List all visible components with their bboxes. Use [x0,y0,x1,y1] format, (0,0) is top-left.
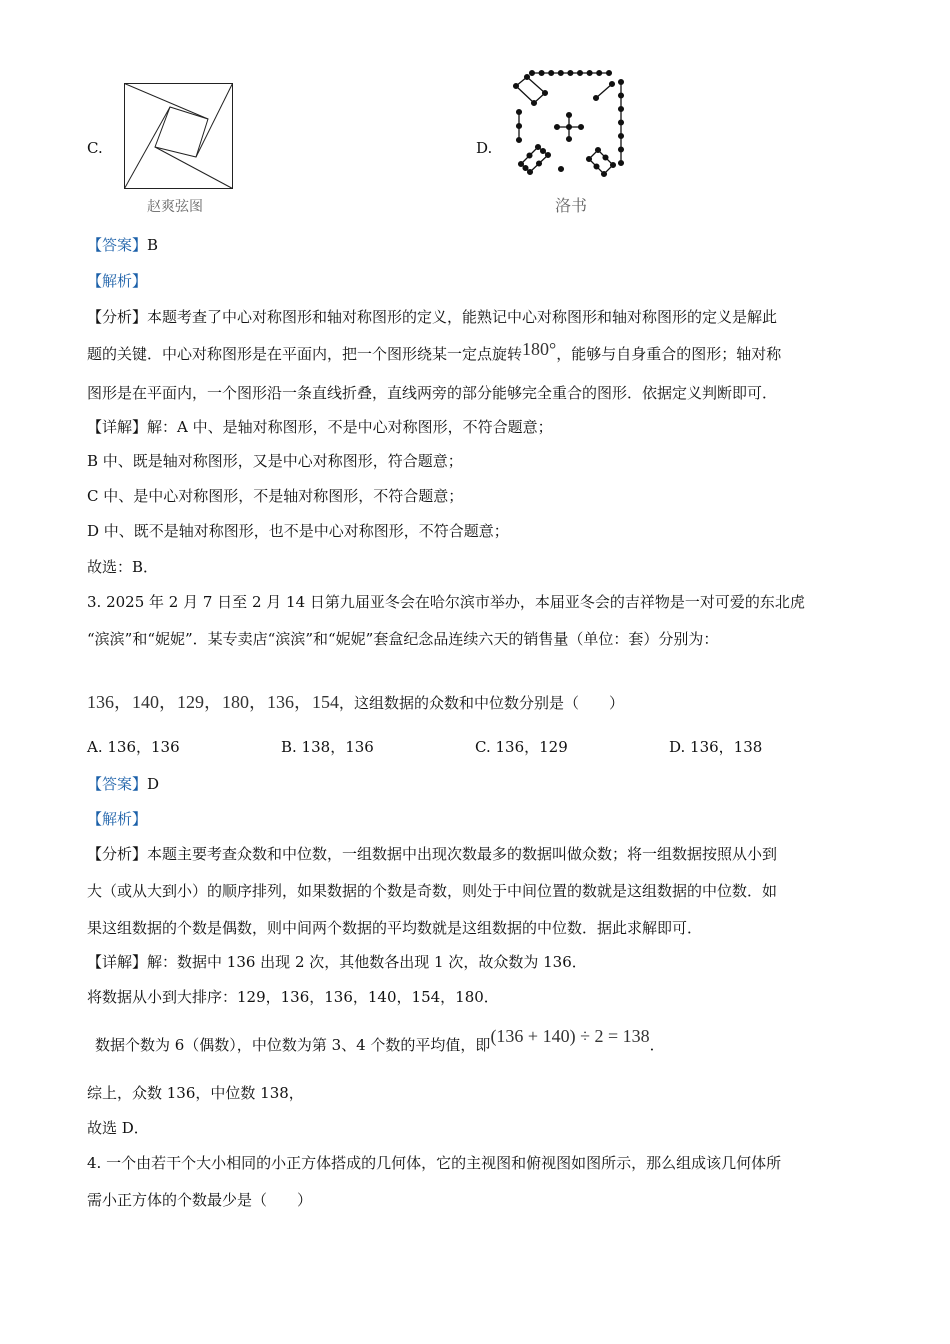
option-d-label: D. [476,139,493,157]
q2-analysis-tag: 【解析】 [87,272,148,290]
q3-option-a[interactable]: A. 136，136 [87,738,180,756]
answer-value: B [147,236,159,254]
option-c-label: C. [87,139,103,157]
q3-sort-line: 将数据从小到大排序：129，136，136，140，154，180． [87,988,499,1006]
q3-conclusion: 故选 D． [87,1119,149,1137]
fenxi-text: 题的关键．中心对称图形是在平面内，把一个图形绕某一定点旋转 [87,345,523,363]
count-text: 数据个数为 6（偶数），中位数为第 3、4 个数的平均值，即 [95,1036,491,1054]
q2-fenxi-line3: 图形是在平面内，一个图形沿一条直线折叠，直线两旁的部分能够完全重合的图形．依据定义判断即可． [87,384,778,402]
xiangjie-text: 解：A 中、是轴对称图形，不是中心对称图形，不符合题意； [147,418,553,436]
q2-answer [87,234,158,255]
zhao-shuang-diagram [124,83,234,190]
q3-option-d[interactable]: D. 136，138 [669,738,763,756]
median-math: (136 + 140) ÷ 2 = 138 [490,1026,650,1046]
answer-tag: 【答案】 [87,236,148,254]
q3-stem-line2: “滨滨”和“妮妮”．某专卖店“滨滨”和“妮妮”套盒纪念品连续六天的销售量（单位：套）分别为： [87,630,719,648]
q2-line-d: D 中、既不是轴对称图形，也不是中心对称图形，不符合题意； [87,522,509,540]
q3-fenxi-line2: 大（或从大到小）的顺序排列，如果数据的个数是奇数，则处于中间位置的数就是这组数据的中位数．如 [87,882,778,900]
angle-math: 180° [522,339,557,359]
fenxi-text: ，能够与自身重合的图形；轴对称 [556,345,782,363]
q3-stem-line1: 3. 2025 年 2 月 7 日至 2 月 14 日第九届亚冬会在哈尔滨市举办，本届亚冬会的吉祥物是一对可爱的东北虎 [87,593,805,611]
q3-fenxi-line3: 果这组数据的个数是偶数，则中间两个数据的平均数就是这组数据的中位数．据此求解即可． [87,919,703,937]
q3-analysis-tag: 【解析】 [87,810,148,828]
q2-line-b: B 中、既是轴对称图形，又是中心对称图形，符合题意； [87,452,463,470]
q3-option-b[interactable]: B. 138，136 [281,738,374,756]
q2-fenxi-line2 [87,339,782,364]
q3-data-math: 136，140，129，180，136，154 [87,692,339,712]
luo-shu-caption: 洛书 [555,196,588,215]
q3-option-c[interactable]: C. 136，129 [475,738,568,756]
q4-stem-line2: 需小正方体的个数最少是（ ） [87,1191,313,1209]
count-end: ． [649,1036,665,1054]
q3-question-text: ，这组数据的众数和中位数分别是（ ） [339,694,625,712]
zhao-shuang-caption: 赵爽弦图 [147,199,203,215]
q2-conclusion: 故选：B． [87,558,159,576]
q2-fenxi-line1 [87,306,777,327]
xiangjie-tag: 【详解】 [87,418,148,436]
xiangjie-text: 解：数据中 136 出现 2 次，其他数各出现 1 次，故众数为 136． [147,953,587,971]
fenxi-tag: 【分析】 [87,308,148,326]
xiangjie-tag: 【详解】 [87,953,148,971]
fenxi-text: 本题考查了中心对称图形和轴对称图形的定义，能熟记中心对称图形和轴对称图形的定义是解此 [147,308,778,326]
q3-summary: 综上，众数 136，中位数 138， [87,1084,304,1102]
q2-line-c: C 中、是中心对称图形，不是轴对称图形，不符合题意； [87,487,464,505]
answer-tag: 【答案】 [87,775,148,793]
q4-stem-line1: 4. 一个由若干个大小相同的小正方体搭成的几何体，它的主视图和俯视图如图所示，那么组成该几何体所 [87,1154,782,1172]
answer-value: D [147,775,160,793]
fenxi-text: 本题主要考查众数和中位数，一组数据中出现次数最多的数据叫做众数；将一组数据按照从小到 [147,845,778,863]
q3-xiangjie-line1 [87,951,587,972]
q2-xiangjie-line1 [87,416,553,437]
fenxi-tag: 【分析】 [87,845,148,863]
q3-answer [87,773,159,794]
q3-fenxi-line1 [87,843,777,864]
luo-shu-diagram [512,68,632,180]
q3-count-line [95,1026,665,1055]
q3-stem-line3 [87,688,624,714]
